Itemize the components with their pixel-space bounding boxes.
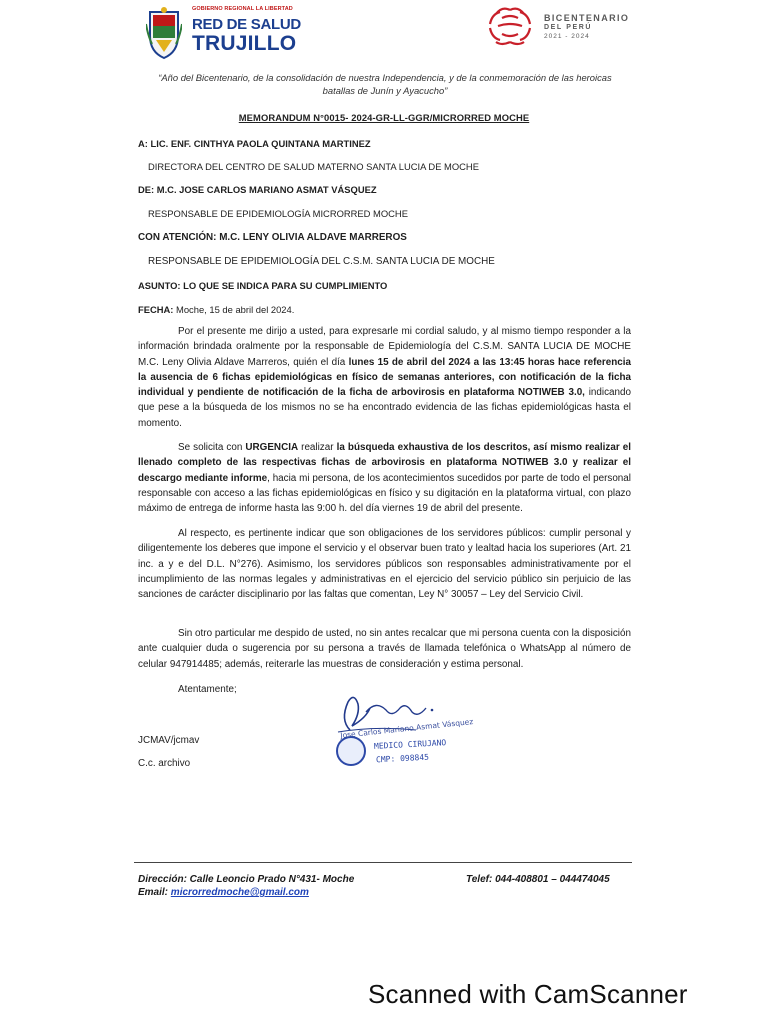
footer-phone: Telef: 044-408801 – 044474045 [466,874,610,885]
year-motto-line-2: batallas de Junín y Ayacucho” [322,85,448,96]
logo-region-text: GOBIERNO REGIONAL LA LIBERTAD [192,6,293,12]
to-role: DIRECTORA DEL CENTRO DE SALUD MATERNO SANTA LUCIA DE MOCHE [148,161,479,172]
date-label: FECHA: [138,304,174,315]
from-label: DE: [138,184,155,195]
footer-divider [134,862,632,863]
body-paragraph-4 [138,626,631,672]
signature-stamp [300,690,490,780]
red-de-salud-logo [146,2,301,64]
attention-name: M.C. LENY OLIVIA ALDAVE MARREROS [219,232,407,243]
date-text: Moche, 15 de abril del 2024. [176,304,295,315]
body-paragraph-2 [138,440,631,516]
to-name: LIC. ENF. CINTHYA PAOLA QUINTANA MARTINEZ [150,138,371,149]
bicentenario-years: 2021 - 2024 [544,33,590,40]
initials: JCMAV/jcmav [138,735,200,746]
attention-line [138,232,407,243]
p1-text-c: indicando que pese a la búsqueda de los mismos no se ha encontrado evidencia de las fichas epidemiológicas hasta el momento. [138,387,631,429]
p4-text: Sin otro particular me despido de usted, no sin antes recalcar que mi persona cuenta con la disposición ante cualquier duda o sugerencia por su persona a través de llamada telefónica o WhatsApp al número de celular 947914485; además, reiterarle las muestras de consideración y estima personal. [138,628,631,670]
subject-line [138,280,387,291]
p2-text-c: realizar [298,442,337,453]
bicentenario-emblem-icon [482,4,538,46]
year-motto-line-1: “Año del Bicentenario, de la consolidación de nuestra Independencia, y de la conmemoración de las heroicas [158,72,612,83]
from-name: M.C. JOSE CARLOS MARIANO ASMAT VÁSQUEZ [156,184,377,195]
regional-shield-icon [146,6,182,60]
footer-address: Dirección: Calle Leoncio Prado N°431- Moche [138,874,355,885]
p2-urgency: URGENCIA [245,442,299,453]
stamp-seal-icon [336,736,366,766]
p2-text-bold: la búsqueda exhaustiva de los descritos, así mismo realizar el llenado completo de las respectivas fichas de arbovirosis en plataforma NOTIWEB 3.0 y realizar el descargo mediante informe [138,442,631,484]
stamp-name: Jose Carlos Mariano Asmat Vásquez [339,717,474,740]
subject-label: ASUNTO: [138,280,181,291]
footer-email-line [138,887,309,898]
year-motto [120,71,650,97]
logo-red-de-salud: RED DE SALUD [192,16,301,33]
subject-text: LO QUE SE INDICA PARA SU CUMPLIMIENTO [183,280,388,291]
from-role: RESPONSABLE DE EPIDEMIOLOGÍA MICRORRED MOCHE [148,208,408,219]
stamp-title: MEDICO CIRUJANO [373,738,447,751]
footer-email-link[interactable]: microrredmoche@gmail.com [170,887,309,898]
p1-text-bold: lunes 15 de abril del 2024 a las 13:45 horas hace referencia la ausencia de 6 fichas epidemiológicas en físico de semanas anteriores, con notificación de la ficha individual y pendiente de notificación de la ficha de arbovirosis en plataforma NOTIWEB 3.0, [138,356,632,399]
closing: Atentamente; [178,684,237,695]
memo-title: MEMORANDUM N°0015- 2024-GR-LL-GGR/MICRORRED MOCHE [238,112,530,123]
from-line [138,184,377,195]
attention-role: RESPONSABLE DE EPIDEMIOLOGÍA DEL C.S.M. SANTA LUCIA DE MOCHE [148,256,495,267]
p1-text-a: Por el presente me dirijo a usted, para expresarle mi cordial saludo, y al mismo tiempo responder a la información brindada oralmente por la responsable de Epidemiología del C.S.M. SANTA LUCIA DE MOCHE M.C. Leny Olivia Aldave Marreros, quién el día [138,326,631,368]
body-paragraph-1 [138,324,631,431]
camscanner-watermark: Scanned with CamScanner [368,979,688,1009]
footer-email-label: Email: [138,887,169,898]
date-line [138,304,294,315]
to-label: A: [138,138,148,149]
logo-trujillo: TRUJILLO [192,32,297,55]
attention-label: CON ATENCIÓN: [138,232,217,243]
bicentenario-logo [478,2,638,48]
cc-archive: C.c. archivo [138,758,191,769]
bicentenario-title: BICENTENARIO [544,13,630,23]
body-paragraph-3 [138,526,631,602]
to-line [138,138,371,149]
stamp-cmp: CMP: 098845 [375,752,430,765]
bicentenario-subtitle: DEL PERÚ [544,24,593,31]
p2-text-e: , hacia mi persona, de los acontecimientos sucedidos por parte de todo el personal responsable con acceso a las fichas epidemiológicas en físico y su digitación en la plataforma virtual, con plazo máximo de entrega de informe hasta las 9:00 h. del día viernes 19 de abril del presente. [138,472,631,515]
p2-text-a: Se solicita con [178,442,246,453]
p3-text: Al respecto, es pertinente indicar que son obligaciones de los servidores públicos: cumplir personal y diligentemente los deberes que impone el servicio y el observar buen trato y lealtad hacia los superiores (Art. 21 inc. a y e del D.L. N°276). Asimismo, los servidores públicos son responsables administrativamente por el incumplimiento de las normas legales y administrativas en el ejercicio del servicio público sin perjuicio de las sanciones de carácter disciplinario por las faltas que comentan, Ley N° 30057 – Ley del Servicio Civil. [138,528,631,601]
